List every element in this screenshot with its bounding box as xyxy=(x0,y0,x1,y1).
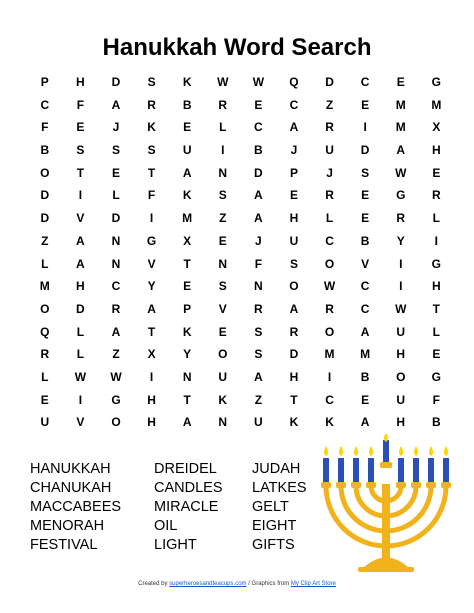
grid-letter[interactable]: E xyxy=(432,165,441,180)
grid-letter[interactable]: U xyxy=(254,415,263,430)
grid-letter[interactable]: L xyxy=(219,120,227,135)
grid-letter[interactable]: D xyxy=(76,301,85,316)
grid-letter[interactable]: F xyxy=(254,256,263,271)
grid-letter[interactable]: R xyxy=(254,301,263,316)
grid-letter[interactable]: L xyxy=(76,324,85,339)
grid-letter[interactable]: R xyxy=(325,120,334,135)
grid-letter[interactable]: R xyxy=(396,211,406,226)
grid-letter[interactable]: H xyxy=(289,369,299,384)
grid-letter[interactable]: W xyxy=(252,75,265,89)
grid-letter[interactable]: D xyxy=(40,211,50,226)
grid-letter[interactable]: V xyxy=(76,415,85,430)
grid-letter[interactable]: A xyxy=(289,301,299,316)
grid-letter[interactable]: L xyxy=(432,324,440,339)
grid-letter[interactable]: Z xyxy=(254,392,263,407)
candle-cup xyxy=(321,482,331,488)
grid-letter[interactable]: A xyxy=(147,301,156,316)
grid-letter[interactable]: W xyxy=(323,279,336,294)
grid-letter[interactable]: W xyxy=(217,75,229,89)
grid-letter[interactable]: A xyxy=(360,415,370,430)
grid-letter[interactable]: O xyxy=(218,347,228,362)
word-list-item: CHANUKAH xyxy=(30,480,112,496)
grid-letter[interactable]: E xyxy=(183,120,192,135)
candle-flame xyxy=(444,446,448,456)
candle xyxy=(323,458,329,482)
grid-letter[interactable]: H xyxy=(396,415,406,430)
grid-letter[interactable]: N xyxy=(111,256,121,271)
grid-letter[interactable]: O xyxy=(40,301,50,316)
grid-letter[interactable]: V xyxy=(361,256,370,271)
grid-letter[interactable]: J xyxy=(326,165,333,180)
grid-letter[interactable]: T xyxy=(183,256,191,271)
grid-letter[interactable]: W xyxy=(395,165,407,180)
grid-letter[interactable]: E xyxy=(289,188,298,203)
candle-cup xyxy=(441,482,451,488)
grid-letter[interactable]: B xyxy=(431,415,441,430)
menorah-stem xyxy=(382,484,390,562)
grid-letter[interactable]: D xyxy=(111,75,121,89)
grid-letter[interactable]: E xyxy=(361,211,370,226)
footer-middle: / Graphics from xyxy=(246,581,291,587)
word-column-2 xyxy=(154,460,223,555)
grid-letter[interactable]: P xyxy=(289,165,298,180)
grid-letter[interactable]: O xyxy=(111,415,121,430)
grid-letter[interactable]: G xyxy=(431,75,441,89)
candle-flame xyxy=(429,446,433,456)
grid-letter[interactable]: B xyxy=(360,369,370,384)
menorah-candles xyxy=(323,434,449,482)
grid-letter[interactable]: C xyxy=(360,301,370,316)
grid-letter[interactable]: U xyxy=(40,415,50,430)
candle-cup xyxy=(426,482,436,488)
grid-letter[interactable]: T xyxy=(290,392,298,407)
grid-letter[interactable]: G xyxy=(431,369,441,384)
grid-letter[interactable]: R xyxy=(40,347,50,362)
grid-letter[interactable]: G xyxy=(431,256,441,271)
grid-letter[interactable]: F xyxy=(147,188,156,203)
grid-letter[interactable]: E xyxy=(218,324,227,339)
word-list-item: HANUKKAH xyxy=(30,461,111,477)
grid-letter[interactable]: S xyxy=(254,347,263,362)
grid-letter[interactable]: T xyxy=(183,392,191,407)
grid-letter[interactable]: N xyxy=(111,233,121,248)
grid-letter[interactable]: Q xyxy=(40,324,50,339)
word-column-3 xyxy=(252,460,307,555)
grid-letter[interactable]: E xyxy=(218,233,227,248)
grid-letter[interactable]: B xyxy=(182,97,192,112)
grid-letter[interactable]: M xyxy=(395,97,406,112)
grid-letter[interactable]: M xyxy=(395,120,406,135)
grid-letter[interactable]: N xyxy=(218,256,228,271)
grid-letter[interactable]: Q xyxy=(289,75,299,89)
grid-letter[interactable]: X xyxy=(432,120,441,135)
grid-letter[interactable]: E xyxy=(432,347,441,362)
grid-letter[interactable]: T xyxy=(432,301,440,316)
grid-letter[interactable]: W xyxy=(74,369,87,384)
grid-letter[interactable]: U xyxy=(325,143,334,158)
grid-letter[interactable]: A xyxy=(289,120,299,135)
grid-letter[interactable]: W xyxy=(395,301,407,316)
grid-letter[interactable]: E xyxy=(361,97,370,112)
grid-letter[interactable]: K xyxy=(218,392,228,407)
word-list-item: MIRACLE xyxy=(154,499,219,515)
grid-letter[interactable]: N xyxy=(218,165,228,180)
candle-flame xyxy=(324,446,328,456)
grid-letter[interactable]: F xyxy=(41,120,49,135)
grid-letter[interactable]: F xyxy=(432,392,440,407)
grid-letter[interactable]: N xyxy=(218,415,228,430)
grid-letter[interactable]: A xyxy=(182,415,192,430)
candle xyxy=(368,458,374,482)
grid-letter[interactable]: A xyxy=(254,188,263,203)
letter-grid xyxy=(27,71,454,434)
grid-letter[interactable]: A xyxy=(396,143,406,158)
grid-letter[interactable]: L xyxy=(41,369,49,384)
footer-credit xyxy=(0,581,474,587)
grid-letter[interactable]: A xyxy=(254,211,263,226)
grid-letter[interactable]: D xyxy=(289,347,299,362)
grid-letter[interactable]: I xyxy=(399,256,403,271)
grid-letter[interactable]: I xyxy=(434,233,438,248)
grid-letter[interactable]: Z xyxy=(325,97,334,112)
grid-letter[interactable]: Y xyxy=(147,279,156,294)
grid-letter[interactable]: J xyxy=(255,233,262,248)
grid-letter[interactable]: C xyxy=(289,97,299,112)
grid-letter[interactable]: I xyxy=(78,392,83,407)
grid-letter[interactable]: S xyxy=(289,256,298,271)
word-list-item: CANDLES xyxy=(154,480,223,496)
grid-letter[interactable]: X xyxy=(147,347,156,362)
grid-letter[interactable]: O xyxy=(324,324,335,339)
grid-letter[interactable]: Y xyxy=(183,347,192,362)
grid-letter[interactable]: T xyxy=(147,324,156,339)
grid-letter[interactable]: U xyxy=(182,143,192,158)
grid-letter[interactable]: K xyxy=(182,324,192,339)
grid-letter[interactable]: B xyxy=(360,233,370,248)
grid-letter[interactable]: C xyxy=(111,279,121,294)
grid-letter[interactable]: T xyxy=(147,165,156,180)
grid-letter[interactable]: H xyxy=(431,279,441,294)
candle-flame xyxy=(414,446,418,456)
grid-letter[interactable]: P xyxy=(40,75,49,89)
grid-letter[interactable]: S xyxy=(218,279,227,294)
footer-link-graphics[interactable]: My Clip Art Store xyxy=(290,581,336,587)
grid-letter[interactable]: G xyxy=(146,233,157,248)
candle xyxy=(398,458,404,482)
grid-letter[interactable]: E xyxy=(361,188,370,203)
word-list-item: OIL xyxy=(154,518,178,534)
grid-letter[interactable]: S xyxy=(147,143,156,158)
word-list-item: LIGHT xyxy=(154,537,197,553)
grid-letter[interactable]: K xyxy=(147,120,156,135)
grid-letter[interactable]: U xyxy=(396,324,406,339)
grid-letter[interactable]: O xyxy=(289,279,299,294)
grid-letter[interactable]: A xyxy=(111,324,121,339)
candle-cup xyxy=(366,482,376,488)
grid-letter[interactable]: C xyxy=(325,392,334,407)
grid-letter[interactable]: V xyxy=(76,211,85,226)
candle xyxy=(443,458,449,482)
grid-letter[interactable]: S xyxy=(111,143,120,158)
grid-letter[interactable]: A xyxy=(76,256,85,271)
word-list-item: GIFTS xyxy=(252,537,295,553)
grid-letter[interactable]: S xyxy=(218,188,227,203)
grid-letter[interactable]: C xyxy=(325,233,334,248)
grid-letter[interactable]: S xyxy=(254,324,263,339)
candle xyxy=(428,458,434,482)
grid-letter[interactable]: R xyxy=(111,301,121,316)
grid-letter[interactable]: C xyxy=(40,97,50,112)
grid-letter[interactable]: C xyxy=(360,279,370,294)
grid-letter[interactable]: L xyxy=(432,211,440,226)
grid-letter[interactable]: A xyxy=(111,97,121,112)
grid-letter[interactable]: U xyxy=(218,369,228,384)
grid-letter[interactable]: T xyxy=(76,165,85,180)
grid-letter[interactable]: R xyxy=(325,188,334,203)
menorah-foot xyxy=(358,567,414,572)
word-list-item: MENORAH xyxy=(30,518,105,534)
grid-letter[interactable]: L xyxy=(112,188,120,203)
grid-letter[interactable]: B xyxy=(254,143,263,158)
word-list-item: EIGHT xyxy=(252,518,297,534)
grid-letter[interactable]: W xyxy=(110,369,122,384)
grid-letter[interactable]: I xyxy=(363,120,367,135)
page-title: Hanukkah Word Search xyxy=(102,34,372,61)
grid-letter[interactable]: I xyxy=(149,369,154,384)
grid-letter[interactable]: S xyxy=(361,165,370,180)
candle xyxy=(338,458,344,482)
grid-letter[interactable]: U xyxy=(396,392,406,407)
word-list-item: DREIDEL xyxy=(154,461,217,477)
grid-letter[interactable]: R xyxy=(431,188,441,203)
word-list-item: JUDAH xyxy=(252,461,301,477)
grid-letter[interactable]: V xyxy=(218,301,227,316)
grid-letter[interactable]: B xyxy=(40,143,50,158)
grid-letter[interactable]: K xyxy=(182,188,192,203)
grid-letter[interactable]: E xyxy=(396,75,405,89)
grid-letter[interactable]: P xyxy=(183,301,192,316)
shamash-cup xyxy=(380,462,392,468)
grid-letter[interactable]: D xyxy=(325,75,334,89)
grid-letter[interactable]: E xyxy=(40,392,49,407)
candle-flame xyxy=(339,446,343,456)
grid-letter[interactable]: G xyxy=(111,392,121,407)
grid-letter[interactable]: R xyxy=(289,324,299,339)
word-list-item: MACCABEES xyxy=(30,499,122,515)
grid-letter[interactable]: G xyxy=(396,188,406,203)
grid-letter[interactable]: Z xyxy=(41,233,49,248)
grid-letter[interactable]: L xyxy=(41,256,49,271)
grid-letter[interactable]: M xyxy=(360,347,371,362)
candle-flame xyxy=(354,446,358,456)
candle-cup xyxy=(396,482,406,488)
grid-letter[interactable]: R xyxy=(147,97,156,112)
grid-letter[interactable]: M xyxy=(182,211,193,226)
word-column-1 xyxy=(30,460,121,555)
grid-letter[interactable]: L xyxy=(325,211,334,226)
grid-letter[interactable]: H xyxy=(76,75,85,89)
grid-letter[interactable]: O xyxy=(396,369,406,384)
grid-letter[interactable]: K xyxy=(289,415,299,430)
grid-letter[interactable]: R xyxy=(325,301,334,316)
candle xyxy=(353,458,359,482)
grid-letter[interactable]: O xyxy=(40,165,50,180)
grid-letter[interactable]: V xyxy=(147,256,156,271)
grid-letter[interactable]: H xyxy=(396,347,406,362)
grid-letter[interactable]: D xyxy=(111,211,121,226)
grid-letter[interactable]: E xyxy=(183,279,192,294)
grid-letter[interactable]: A xyxy=(360,324,370,339)
grid-letter[interactable]: E xyxy=(361,392,370,407)
candle-flame xyxy=(399,446,403,456)
grid-letter[interactable]: A xyxy=(182,165,192,180)
menorah-illustration xyxy=(316,434,462,574)
grid-letter[interactable]: H xyxy=(76,279,85,294)
grid-letter[interactable]: D xyxy=(40,188,50,203)
grid-letter[interactable]: N xyxy=(254,279,263,294)
grid-letter[interactable]: J xyxy=(112,120,120,135)
grid-letter[interactable]: R xyxy=(218,97,228,112)
grid-letter[interactable]: C xyxy=(254,120,263,135)
grid-letter[interactable]: M xyxy=(39,279,50,294)
candle-cup xyxy=(411,482,421,488)
grid-letter[interactable]: I xyxy=(78,188,83,203)
grid-letter[interactable]: E xyxy=(254,97,263,112)
footer-link-site[interactable]: superheroesandteacups.com xyxy=(169,581,247,587)
grid-letter[interactable]: A xyxy=(76,233,85,248)
grid-letter[interactable]: L xyxy=(76,347,85,362)
grid-letter[interactable]: S xyxy=(147,75,156,89)
grid-letter[interactable]: K xyxy=(182,75,192,89)
grid-letter[interactable]: N xyxy=(182,369,192,384)
grid-letter[interactable]: H xyxy=(147,415,156,430)
grid-letter[interactable]: H xyxy=(147,392,156,407)
grid-letter[interactable]: M xyxy=(324,347,335,362)
grid-letter[interactable]: F xyxy=(76,97,85,112)
grid-letter[interactable]: I xyxy=(399,279,403,294)
grid-letter[interactable]: X xyxy=(183,233,192,248)
grid-letter[interactable]: D xyxy=(360,143,370,158)
grid-letter[interactable]: O xyxy=(324,256,335,271)
grid-letter[interactable]: Z xyxy=(219,211,227,226)
grid-letter[interactable]: I xyxy=(327,369,332,384)
grid-letter[interactable]: E xyxy=(111,165,120,180)
grid-letter[interactable]: H xyxy=(289,211,299,226)
grid-letter[interactable]: Y xyxy=(396,233,405,248)
candle xyxy=(413,458,419,482)
word-list-item: GELT xyxy=(252,499,289,515)
grid-letter[interactable]: D xyxy=(254,165,263,180)
grid-letter[interactable]: C xyxy=(360,75,370,89)
grid-letter[interactable]: M xyxy=(431,97,442,112)
grid-letter[interactable]: I xyxy=(149,211,154,226)
grid-letter[interactable]: I xyxy=(221,143,225,158)
grid-letter[interactable]: E xyxy=(76,120,85,135)
grid-letter[interactable]: H xyxy=(431,143,441,158)
grid-letter[interactable]: S xyxy=(76,143,85,158)
candle-cup xyxy=(351,482,361,488)
shamash-candle xyxy=(383,440,389,462)
candle-cup xyxy=(336,482,346,488)
word-list-item: LATKES xyxy=(252,480,307,496)
grid-letter[interactable]: Z xyxy=(112,347,120,362)
grid-letter[interactable]: A xyxy=(254,369,263,384)
grid-letter[interactable]: K xyxy=(325,415,334,430)
word-list-item: FESTIVAL xyxy=(30,537,98,553)
candle-flame xyxy=(369,446,373,456)
grid-letter[interactable]: U xyxy=(289,233,299,248)
footer-prefix: Created by xyxy=(138,581,170,587)
grid-letter[interactable]: J xyxy=(290,143,298,158)
